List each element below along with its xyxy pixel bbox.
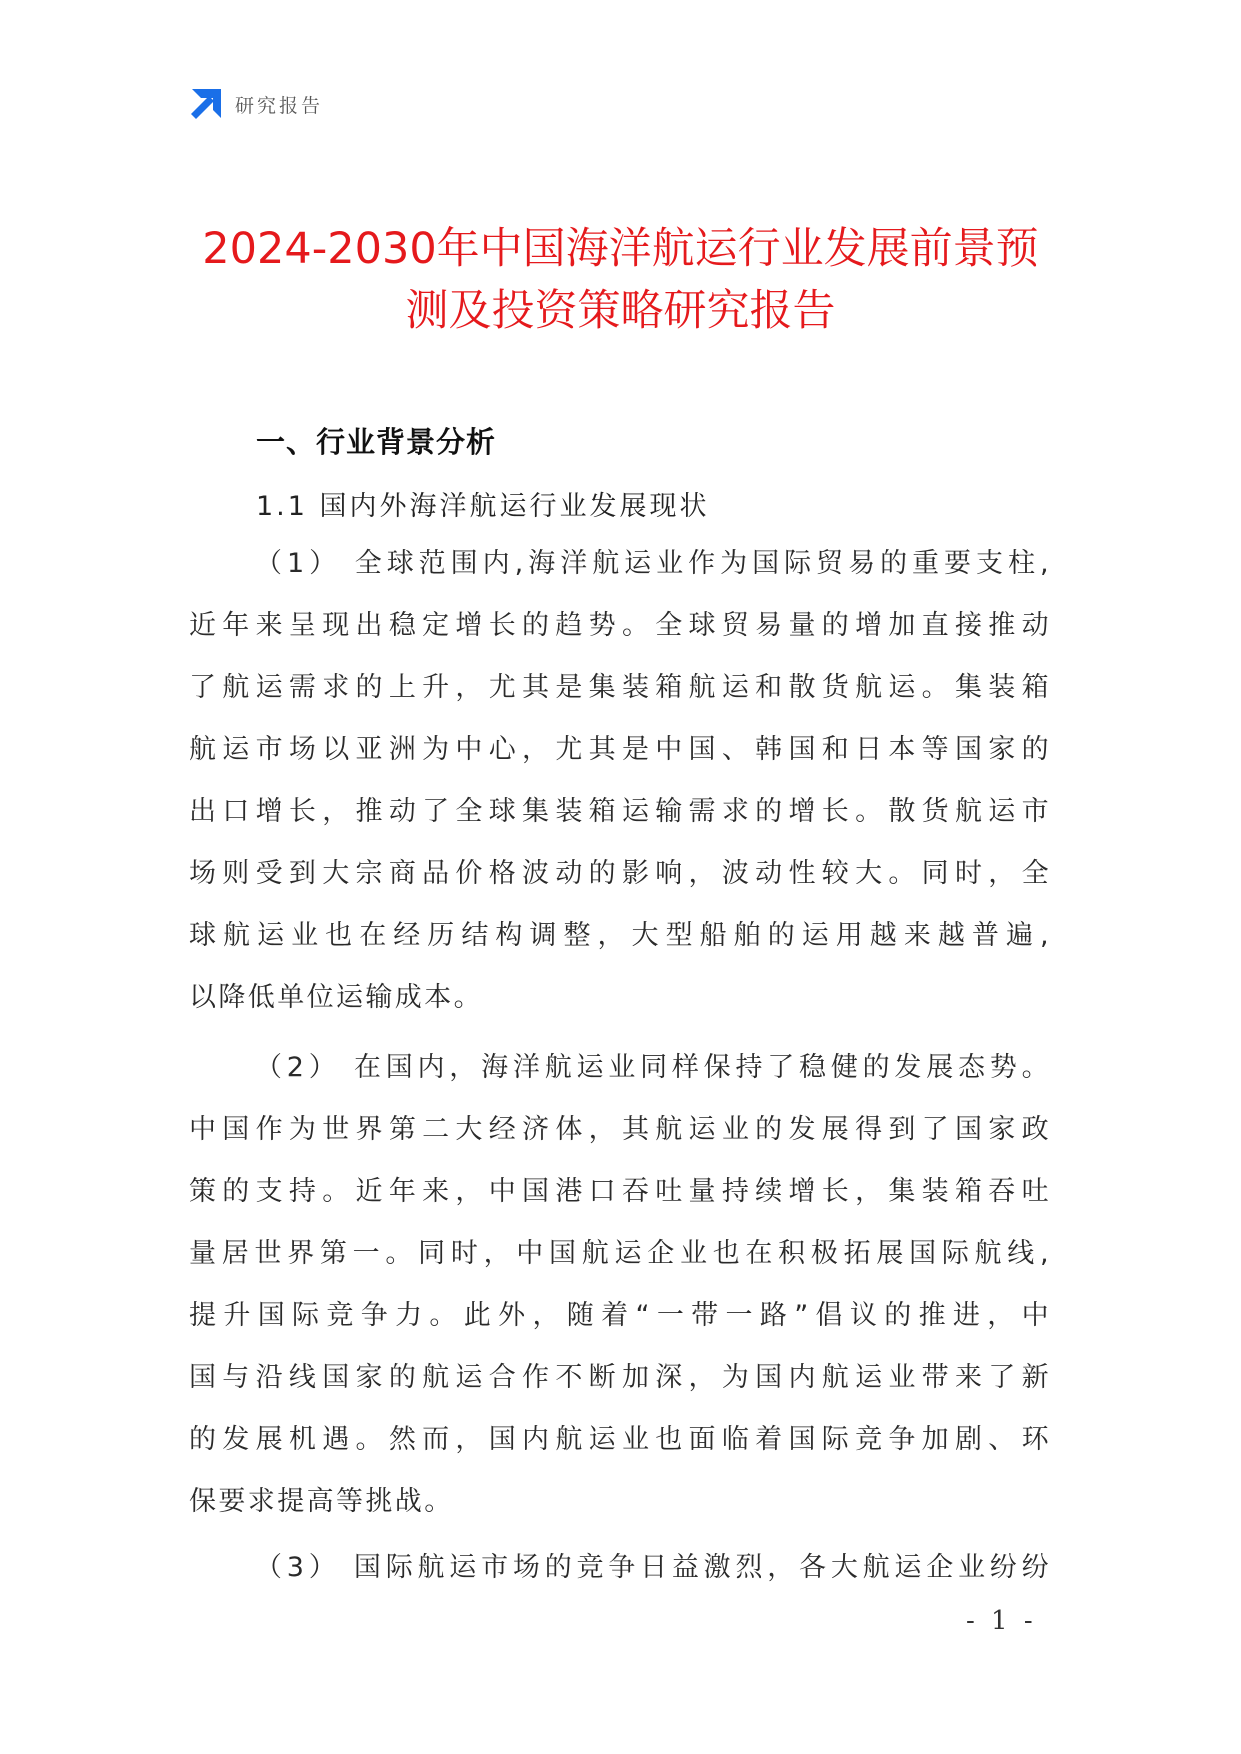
paragraph-line: 航运市场以亚洲为中心，尤其是中国、韩国和日本等国家的 <box>189 734 1051 765</box>
title-line-2: 测及投资策略研究报告 <box>405 286 836 336</box>
paragraph-1 <box>189 533 1051 1029</box>
page-number: - 1 - <box>966 1606 1037 1636</box>
title-line-1: 2024-2030年中国海洋航运行业发展前景预 <box>202 224 1039 274</box>
paragraph-2 <box>189 1037 1051 1533</box>
paragraph-line: （2） 在国内，海洋航运业同样保持了稳健的发展态势。 <box>255 1052 1051 1083</box>
paragraph-line: 的发展机遇。然而，国内航运业也面临着国际竞争加剧、环 <box>189 1424 1051 1455</box>
paragraph-line: 了航运需求的上升，尤其是集装箱航运和散货航运。集装箱 <box>189 672 1051 703</box>
arrow-up-right-icon <box>189 87 223 121</box>
paragraph-line: 球航运业也在经历结构调整，大型船舶的运用越来越普遍, <box>189 920 1051 951</box>
paragraph-line: 保要求提高等挑战。 <box>189 1486 454 1517</box>
paragraph-line: （1） 全球范围内,海洋航运业作为国际贸易的重要支柱, <box>255 548 1051 579</box>
paragraph-line: 量居世界第一。同时，中国航运企业也在积极拓展国际航线, <box>189 1238 1051 1269</box>
report-header <box>189 86 323 122</box>
subsection-heading: 1.1 国内外海洋航运行业发展现状 <box>256 491 710 522</box>
paragraph-line: 中国作为世界第二大经济体，其航运业的发展得到了国家政 <box>189 1114 1051 1145</box>
section-heading: 一、行业背景分析 <box>256 425 497 459</box>
header-label: 研究报告 <box>235 94 324 117</box>
paragraph-line: 策的支持。近年来，中国港口吞吐量持续增长，集装箱吞吐 <box>189 1176 1051 1207</box>
paragraph-line: 出口增长，推动了全球集装箱运输需求的增长。散货航运市 <box>189 796 1051 827</box>
paragraph-line: （3） 国际航运市场的竞争日益激烈，各大航运企业纷纷 <box>255 1552 1051 1583</box>
report-title <box>150 218 1091 342</box>
paragraph-3 <box>189 1537 1051 1599</box>
paragraph-line: 近年来呈现出稳定增长的趋势。全球贸易量的增加直接推动 <box>189 610 1051 641</box>
paragraph-line: 国与沿线国家的航运合作不断加深，为国内航运业带来了新 <box>189 1362 1051 1393</box>
paragraph-line: 场则受到大宗商品价格波动的影响，波动性较大。同时，全 <box>189 858 1051 889</box>
paragraph-line: 提升国际竞争力。此外，随着“一带一路”倡议的推进，中 <box>189 1300 1051 1331</box>
paragraph-line: 以降低单位运输成本。 <box>189 982 483 1013</box>
